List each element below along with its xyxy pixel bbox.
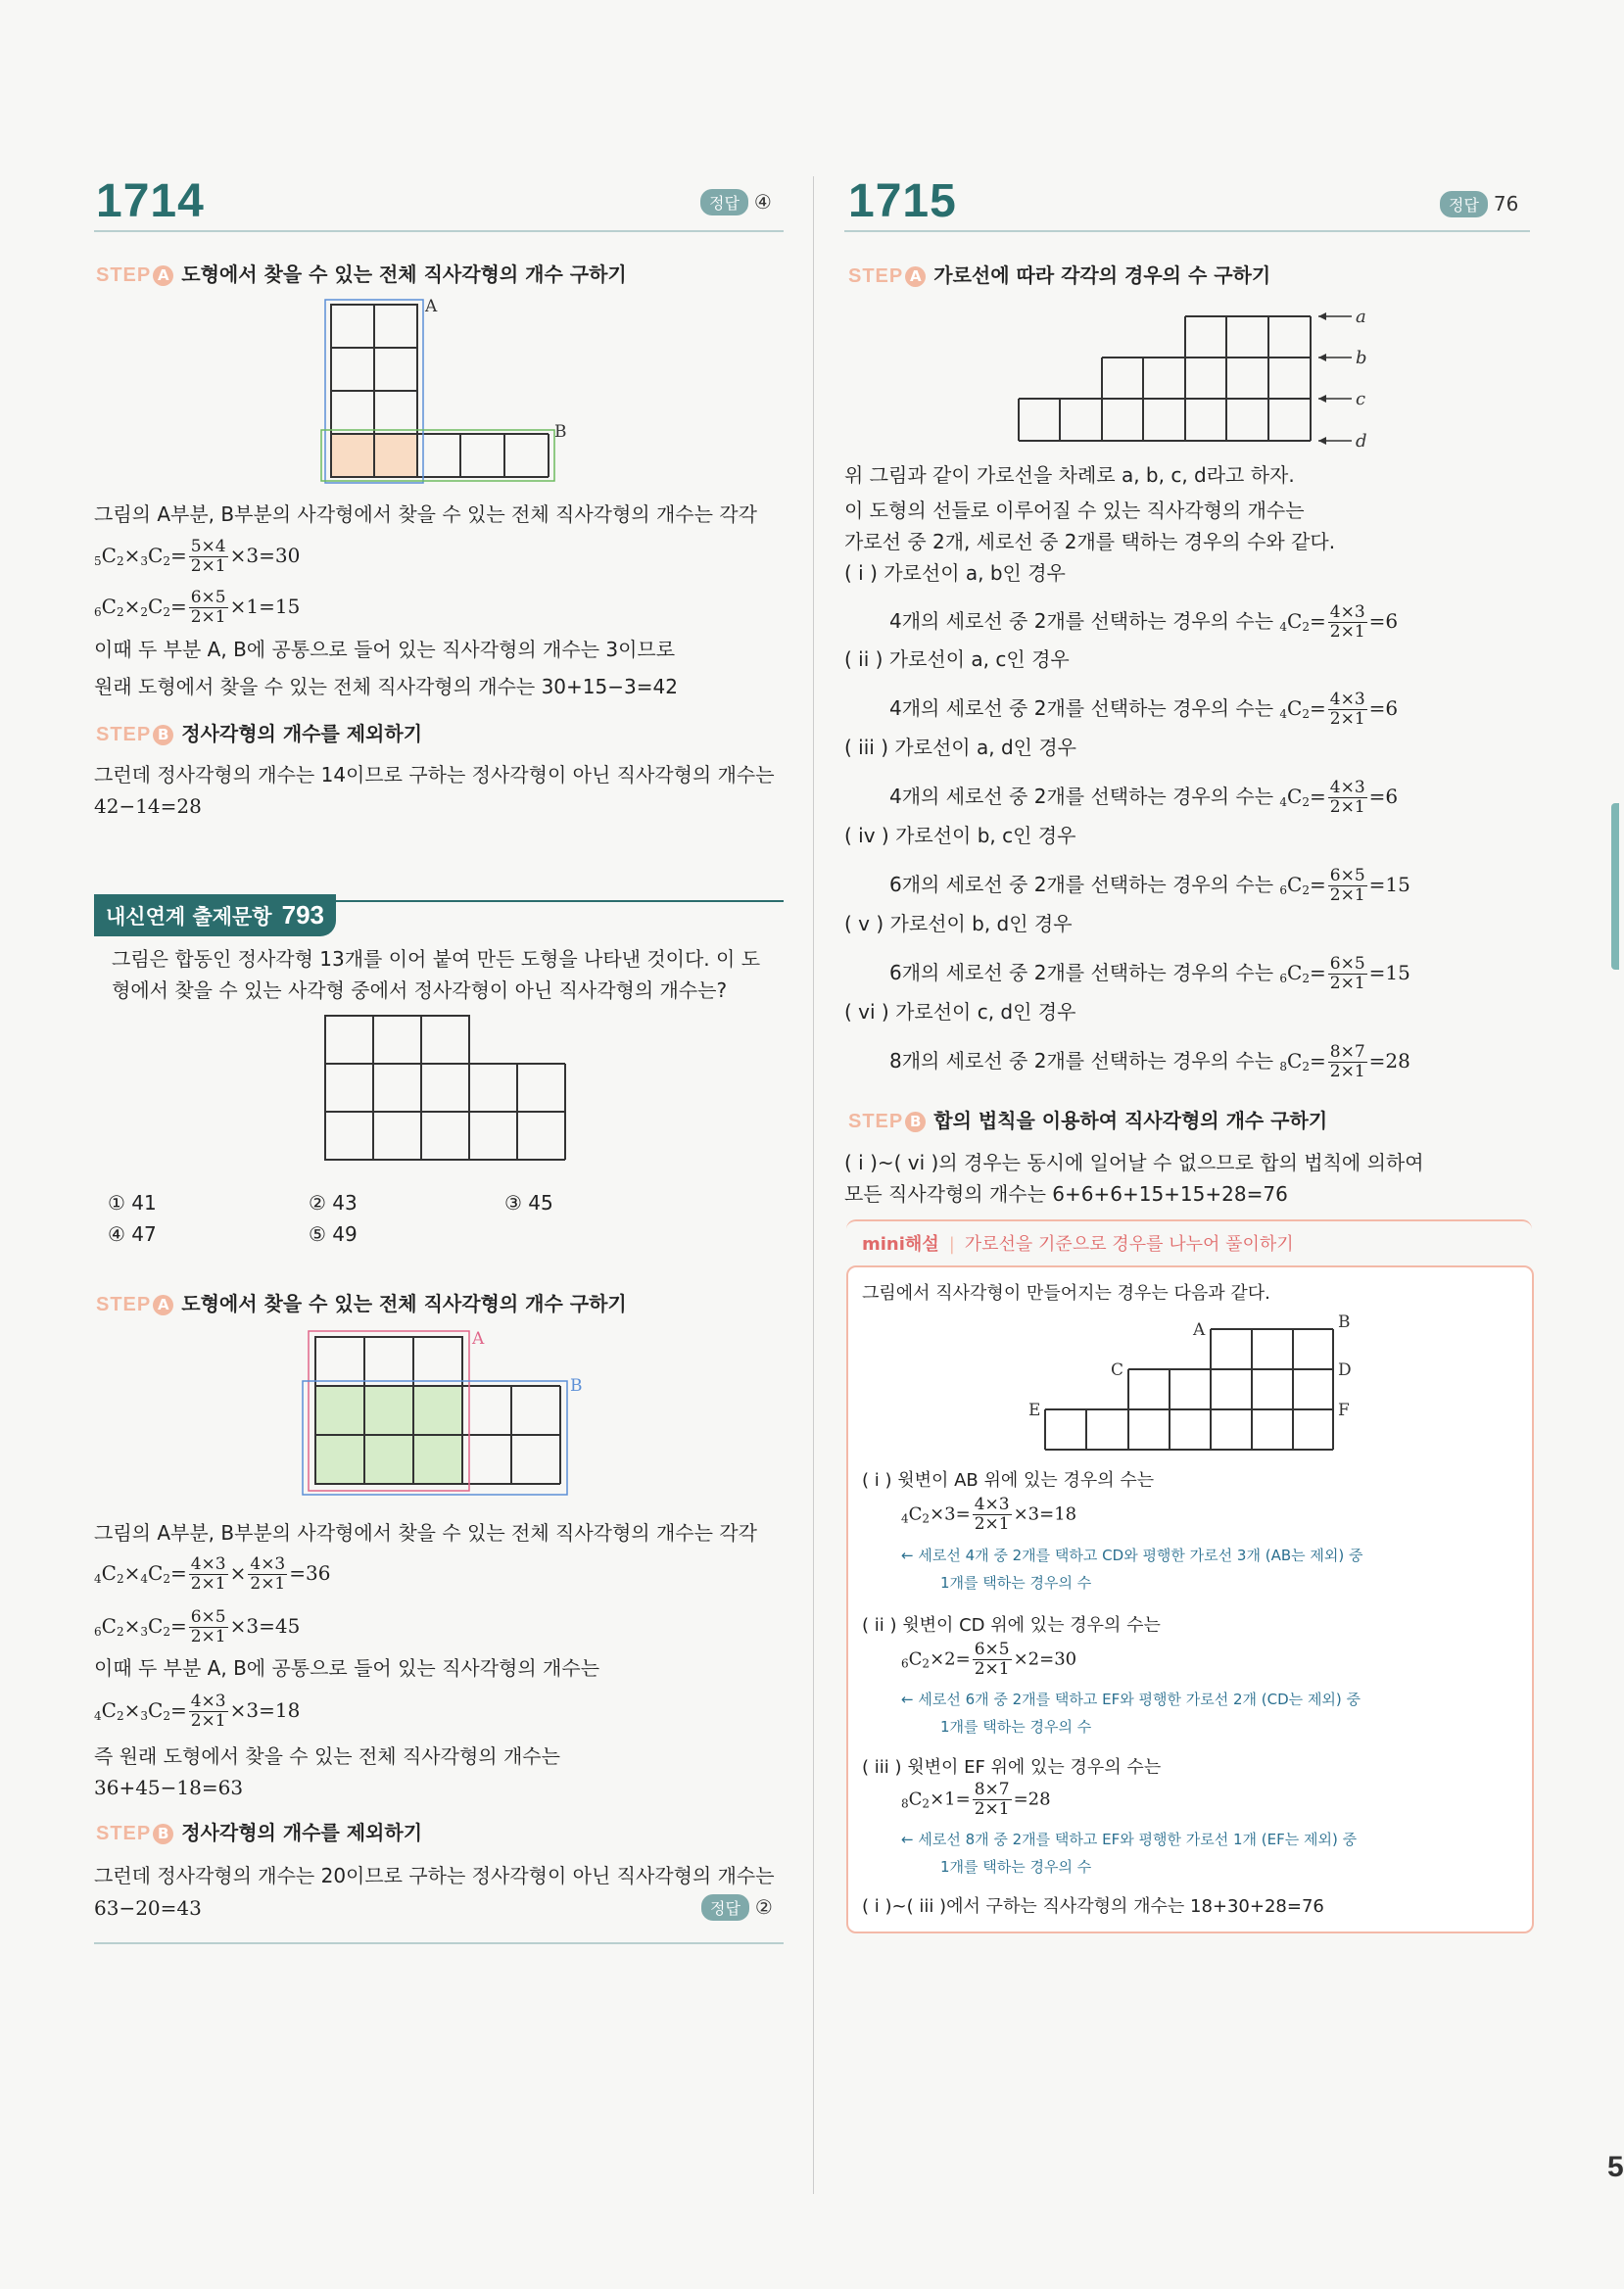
answer-label-right: 정답: [1440, 191, 1488, 217]
mini-label-b: B: [1338, 1312, 1351, 1332]
mini-note-2b: 1개를 택하는 경우의 수: [940, 1718, 1092, 1736]
figure-staircase: [1009, 299, 1391, 455]
line-label-d: d: [1356, 431, 1367, 452]
mini-label-f: F: [1338, 1401, 1350, 1420]
mini-label-c: C: [1111, 1360, 1124, 1380]
answer-badge: [700, 189, 772, 215]
text-l7: 42−14=28: [94, 794, 202, 818]
problem-number-1714: 1714: [96, 175, 205, 227]
mini-header: mini해설 | 가로선을 기준으로 경우를 나누어 풀이하기: [862, 1234, 1294, 1255]
text-q1: ( i )~( vi )의 경우는 동시에 일어날 수 없으므로 합의 법칙에 의하여: [844, 1151, 1424, 1174]
answer-value-right: 76: [1493, 192, 1519, 215]
formula-u1: $4C_2\times 4C_2=$ $\frac{4\times 3}{2\times 1}$ × $\frac{4\times 3}{2\times 1}$ =36: [94, 1554, 331, 1594]
case-3-head: ( iii ) 가로선이 a, d인 경우: [844, 736, 1076, 759]
mini-note-1a: ← 세로선 4개 중 2개를 택하고 CD와 평행한 가로선 3개 (AB는 제외) 중: [901, 1547, 1363, 1564]
choice-3[interactable]: ③ 45: [504, 1191, 553, 1215]
mini-label-e: E: [1028, 1401, 1041, 1420]
case-1-body: 4개의 세로선 중 2개를 선택하는 경우의 수는 $4C_2=$ $\frac{4\times 3}{2\times 1}$ =6: [889, 602, 1399, 642]
choice-5[interactable]: ⑤ 49: [309, 1222, 358, 1246]
column-divider: [813, 176, 814, 2194]
page-edge-number: 5: [1607, 2151, 1624, 2183]
figure-l-shape: [313, 294, 578, 490]
step-a-heading-right: STEP A 가로선에 따라 각각의 경우의 수 구하기: [848, 263, 1271, 287]
case-4-body: 6개의 세로선 중 2개를 선택하는 경우의 수는 $6C_2=$ $\frac{6\times 5}{2\times 1}$ =15: [889, 866, 1410, 905]
mini-label-a: A: [1193, 1320, 1206, 1340]
label-b2: B: [570, 1376, 583, 1396]
text-u6: 즉 원래 도형에서 찾을 수 있는 전체 직사각형의 개수는: [94, 1744, 560, 1768]
text-q2: 모든 직사각형의 개수는 6+6+6+15+15+28=76: [844, 1182, 1288, 1206]
label-b: B: [554, 422, 567, 442]
step-a-heading: STEP A 도형에서 찾을 수 있는 전체 직사각형의 개수 구하기: [96, 262, 627, 286]
problem-number-1715: 1715: [848, 175, 957, 227]
line-label-c: c: [1356, 389, 1366, 409]
answer-badge-right: [1440, 191, 1518, 217]
step-a2-heading: STEP A 도형에서 찾을 수 있는 전체 직사각형의 개수 구하기: [96, 1292, 627, 1315]
mini-final: ( i )~( iii )에서 구하는 직사각형의 개수는 18+30+28=76: [862, 1896, 1324, 1917]
figure-question: [323, 1014, 578, 1166]
text-p2: 이 도형의 선들로 이루어질 수 있는 직사각형의 개수는: [844, 499, 1305, 522]
case-5-body: 6개의 세로선 중 2개를 선택하는 경우의 수는 $6C_2=$ $\frac{6\times 5}{2\times 1}$ =15: [889, 954, 1410, 993]
text-l1: 그림의 A부분, B부분의 사각형에서 찾을 수 있는 전체 직사각형의 개수는 각각: [94, 502, 757, 526]
choice-4[interactable]: ④ 47: [108, 1222, 157, 1246]
figure-solution: [294, 1327, 597, 1503]
mini-formula-1: $4C_2\times 3=$ $\frac{4\times 3}{2\times 1}$ ×3=18: [901, 1495, 1077, 1534]
formula-u3: $4C_2\times 3C_2=$ $\frac{4\times 3}{2\times 1}$ ×3=18: [94, 1692, 301, 1731]
step-b-heading: STEP B 정사각형의 개수를 제외하기: [96, 722, 423, 745]
text-l4: 이때 두 부분 A, B에 공통으로 들어 있는 직사각형의 개수는 3이므로: [94, 638, 676, 661]
question-line-2: 형에서 찾을 수 있는 사각형 중에서 정사각형이 아닌 직사각형의 개수는?: [112, 978, 728, 1002]
text-l6: 그런데 정사각형의 개수는 14이므로 구하는 정사각형이 아닌 직사각형의 개수는: [94, 763, 775, 787]
mini-case-2: ( ii ) 윗변이 CD 위에 있는 경우의 수는: [862, 1615, 1161, 1636]
title-rule-right: [844, 230, 1530, 232]
answer-label: 정답: [700, 189, 748, 215]
line-label-b: b: [1356, 348, 1367, 368]
mini-formula-3: $8C_2\times 1=$ $\frac{8\times 7}{2\times 1}$ =28: [901, 1780, 1051, 1819]
formula-l2: $6C_2\times 2C_2=$ $\frac{6\times 5}{2\times 1}$ ×1=15: [94, 588, 301, 627]
formula-l1: $5C_2\times 3C_2=$ $\frac{5\times 4}{2\times 1}$ ×3=30: [94, 537, 301, 576]
label-a2: A: [472, 1329, 485, 1349]
case-4-head: ( iv ) 가로선이 b, c인 경우: [844, 824, 1076, 847]
text-u4: 이때 두 부분 A, B에 공통으로 들어 있는 직사각형의 개수는: [94, 1656, 600, 1680]
text-u1: 그림의 A부분, B부분의 사각형에서 찾을 수 있는 전체 직사각형의 개수는 각각: [94, 1521, 757, 1545]
text-u8: 그런데 정사각형의 개수는 20이므로 구하는 정사각형이 아닌 직사각형의 개수는: [94, 1864, 775, 1887]
text-p3: 가로선 중 2개, 세로선 중 2개를 택하는 경우의 수와 같다.: [844, 530, 1336, 553]
case-5-head: ( v ) 가로선이 b, d인 경우: [844, 912, 1073, 935]
choice-2[interactable]: ② 43: [309, 1191, 358, 1215]
answer-badge-2: [701, 1894, 773, 1921]
text-u7: 36+45−18=63: [94, 1776, 244, 1799]
step-b2-heading: STEP B 정사각형의 개수를 제외하기: [96, 1821, 423, 1844]
mini-intro: 그림에서 직사각형이 만들어지는 경우는 다음과 같다.: [862, 1283, 1270, 1304]
text-l5: 원래 도형에서 찾을 수 있는 전체 직사각형의 개수는 30+15−3=42: [94, 675, 678, 698]
mini-case-3: ( iii ) 윗변이 EF 위에 있는 경우의 수는: [862, 1757, 1162, 1778]
case-1-head: ( i ) 가로선이 a, b인 경우: [844, 561, 1066, 585]
figure-mini-staircase: [1019, 1308, 1361, 1454]
case-2-head: ( ii ) 가로선이 a, c인 경우: [844, 647, 1070, 671]
bottom-rule: [94, 1942, 784, 1944]
mini-note-2a: ← 세로선 6개 중 2개를 택하고 EF와 평행한 가로선 2개 (CD는 제외) 중: [901, 1691, 1361, 1708]
mini-note-3a: ← 세로선 8개 중 2개를 택하고 EF와 평행한 가로선 1개 (EF는 제외) 중: [901, 1831, 1358, 1848]
mini-note-3b: 1개를 택하는 경우의 수: [940, 1858, 1092, 1876]
mini-case-1: ( i ) 윗변이 AB 위에 있는 경우의 수는: [862, 1470, 1155, 1491]
case-6-head: ( vi ) 가로선이 c, d인 경우: [844, 1000, 1076, 1024]
mini-label-d: D: [1338, 1360, 1352, 1380]
related-problem-header: 내신연계 출제문항 793: [94, 894, 336, 936]
label-a: A: [425, 297, 438, 316]
line-label-a: a: [1356, 307, 1366, 327]
mini-note-1b: 1개를 택하는 경우의 수: [940, 1574, 1092, 1592]
mini-formula-2: $6C_2\times 2=$ $\frac{6\times 5}{2\times 1}$ ×2=30: [901, 1640, 1077, 1679]
answer-value-2: ②: [754, 1895, 773, 1919]
page-edge-tab: [1611, 803, 1619, 970]
text-u9: 63−20=43: [94, 1896, 202, 1920]
text-p1: 위 그림과 같이 가로선을 차례로 a, b, c, d라고 하자.: [844, 463, 1295, 487]
case-2-body: 4개의 세로선 중 2개를 선택하는 경우의 수는 $4C_2=$ $\frac{4\times 3}{2\times 1}$ =6: [889, 690, 1399, 729]
answer-label-2: 정답: [701, 1894, 749, 1921]
case-6-body: 8개의 세로선 중 2개를 선택하는 경우의 수는 $8C_2=$ $\frac{8\times 7}{2\times 1}$ =28: [889, 1042, 1410, 1081]
answer-value: ④: [753, 190, 772, 214]
title-rule: [94, 230, 784, 232]
question-line-1: 그림은 합동인 정사각형 13개를 이어 붙여 만든 도형을 나타낸 것이다. 이 도: [112, 947, 761, 971]
formula-u2: $6C_2\times 3C_2=$ $\frac{6\times 5}{2\times 1}$ ×3=45: [94, 1607, 301, 1646]
case-3-body: 4개의 세로선 중 2개를 선택하는 경우의 수는 $4C_2=$ $\frac{4\times 3}{2\times 1}$ =6: [889, 778, 1399, 817]
step-b-heading-right: STEP B 합의 법칙을 이용하여 직사각형의 개수 구하기: [848, 1109, 1328, 1132]
choice-1[interactable]: ① 41: [108, 1191, 157, 1215]
